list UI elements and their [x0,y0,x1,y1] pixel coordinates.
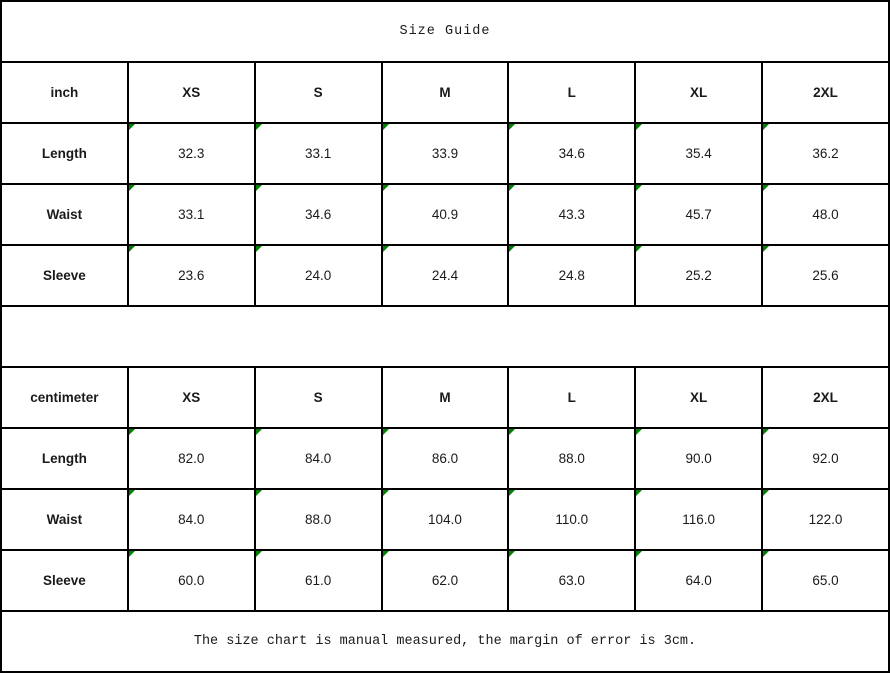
value-cell [508,489,635,550]
value-cell [128,184,255,245]
green-triangle-icon [509,551,515,557]
size-header-xl: XL [635,367,762,428]
green-triangle-icon [636,551,642,557]
green-triangle-icon [256,124,262,130]
green-triangle-icon [383,551,389,557]
size-header-xs: XS [128,367,255,428]
size-header-m: M [382,367,509,428]
green-triangle-icon [636,185,642,191]
value-text: 24.0 [304,268,332,283]
value-cell [128,245,255,306]
green-triangle-icon [763,124,769,130]
value-cell [255,245,382,306]
table-row [1,428,889,489]
inch-header-row [1,62,889,123]
green-triangle-icon [509,429,515,435]
green-triangle-icon [383,429,389,435]
unit-header-cell-centimeter: centimeter [1,367,128,428]
value-text: 88.0 [558,451,585,466]
value-text: 43.3 [558,207,585,222]
row-label: Waist [1,489,128,550]
green-triangle-icon [129,490,135,496]
green-triangle-icon [509,246,515,252]
value-cell [762,489,889,550]
green-triangle-icon [763,246,769,252]
value-cell [508,550,635,611]
row-label: Waist [1,184,128,245]
value-text: 24.8 [558,268,585,283]
value-text: 45.7 [685,207,712,222]
green-triangle-icon [383,185,389,191]
value-cell [382,245,509,306]
value-cell [635,184,762,245]
value-cell [382,184,509,245]
value-text: 35.4 [685,146,712,161]
table-row [1,550,889,611]
table-row [1,489,889,550]
title-row [1,1,889,62]
size-header-s: S [255,62,382,123]
green-triangle-icon [763,185,769,191]
green-triangle-icon [509,124,515,130]
value-cell [635,489,762,550]
green-triangle-icon [636,124,642,130]
value-text: 34.6 [304,207,332,222]
value-cell [762,428,889,489]
row-label: Length [1,123,128,184]
value-text: 86.0 [431,451,459,466]
row-label: Sleeve [1,245,128,306]
value-cell [635,550,762,611]
green-triangle-icon [509,185,515,191]
green-triangle-icon [763,429,769,435]
value-cell [762,184,889,245]
footer-note: The size chart is manual measured, the margin of error is 3cm. [1,611,889,672]
value-cell [382,550,509,611]
value-text: 116.0 [682,512,716,527]
value-text: 63.0 [558,573,585,588]
value-cell [128,550,255,611]
value-cell [255,489,382,550]
value-cell [382,428,509,489]
value-text: 84.0 [304,451,332,466]
green-triangle-icon [256,246,262,252]
value-cell [635,428,762,489]
value-text: 104.0 [428,512,462,527]
size-header-l: L [508,62,635,123]
value-cell [128,489,255,550]
value-text: 92.0 [812,451,839,466]
value-cell [762,123,889,184]
value-text: 32.3 [178,146,205,161]
unit-header-cell-inch: inch [1,62,128,123]
green-triangle-icon [129,246,135,252]
value-cell [508,184,635,245]
green-triangle-icon [636,490,642,496]
value-text: 48.0 [812,207,839,222]
value-cell [255,123,382,184]
value-text: 64.0 [685,573,712,588]
size-header-l: L [508,367,635,428]
row-label: Length [1,428,128,489]
table-row [1,123,889,184]
value-text: 25.2 [685,268,712,283]
size-header-xl: XL [635,62,762,123]
value-cell [508,428,635,489]
value-text: 34.6 [558,146,585,161]
green-triangle-icon [509,490,515,496]
value-cell [255,184,382,245]
value-text: 110.0 [555,512,589,527]
value-text: 40.9 [431,207,459,222]
green-triangle-icon [383,246,389,252]
value-cell [255,428,382,489]
value-text: 82.0 [178,451,205,466]
value-text: 24.4 [431,268,459,283]
value-text: 90.0 [685,451,712,466]
spacer-row [1,306,889,367]
value-cell [762,550,889,611]
green-triangle-icon [763,551,769,557]
green-triangle-icon [636,429,642,435]
green-triangle-icon [256,429,262,435]
green-triangle-icon [763,490,769,496]
value-text: 65.0 [812,573,839,588]
value-text: 88.0 [304,512,332,527]
value-cell [635,245,762,306]
size-header-s: S [255,367,382,428]
value-text: 61.0 [304,573,332,588]
centimeter-header-row [1,367,889,428]
green-triangle-icon [256,551,262,557]
spacer-cell [1,306,889,367]
value-cell [762,245,889,306]
page-title: Size Guide [1,1,889,62]
value-text: 33.1 [178,207,205,222]
size-header-2xl: 2XL [762,62,889,123]
value-text: 36.2 [812,146,839,161]
value-text: 84.0 [178,512,205,527]
value-cell [508,123,635,184]
value-text: 33.9 [431,146,459,161]
value-text: 62.0 [431,573,459,588]
value-text: 33.1 [304,146,332,161]
value-text: 23.6 [178,268,205,283]
value-text: 60.0 [178,573,205,588]
size-header-2xl: 2XL [762,367,889,428]
green-triangle-icon [256,185,262,191]
green-triangle-icon [383,490,389,496]
value-cell [128,123,255,184]
size-header-xs: XS [128,62,255,123]
value-cell [508,245,635,306]
size-header-m: M [382,62,509,123]
value-text: 122.0 [808,512,843,527]
value-cell [635,123,762,184]
green-triangle-icon [129,551,135,557]
footer-row [1,611,889,672]
green-triangle-icon [129,185,135,191]
green-triangle-icon [129,429,135,435]
green-triangle-icon [636,246,642,252]
green-triangle-icon [129,124,135,130]
value-cell [382,489,509,550]
value-text: 25.6 [812,268,839,283]
green-triangle-icon [256,490,262,496]
row-label: Sleeve [1,550,128,611]
table-row [1,184,889,245]
value-cell [128,428,255,489]
value-cell [382,123,509,184]
green-triangle-icon [383,124,389,130]
value-cell [255,550,382,611]
table-row [1,245,889,306]
